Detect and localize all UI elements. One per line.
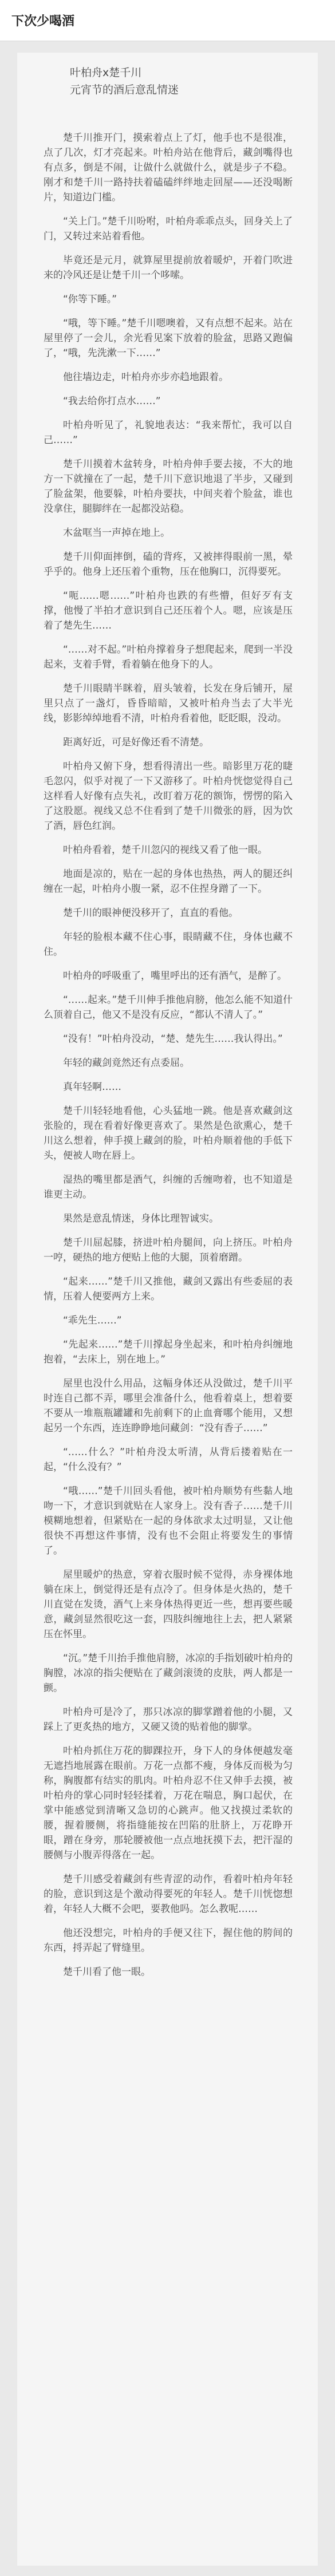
- article-meta: [44, 64, 293, 98]
- paragraph: “哦……”楚千川回头看他，被叶柏舟顺势有些黏人地吻一下，才意识到就贴在人家身上。没有香子……楚千川模糊地想着，但紧贴在一起的身体欲求太过明显，又让他很快不再想这件事情，没有也不会阻止将要发生的事情了。: [44, 1485, 293, 1556]
- paragraph: 叶柏舟又俯下身，想看得清出一些。暗影里万花的睫毛忽闪，似乎对视了一下又游移了。叶柏舟恍惚觉得自己这样看人好像有点失礼，改盯着万花的额饰，愣愣的陷入了这股愿。视线又总不住看到了楚千川微张的唇，因为饮了酒，唇色红润。: [44, 761, 293, 832]
- paragraph: 果然是意乱情迷，身体比理智诚实。: [63, 1213, 219, 1224]
- paragraph: “起来……”楚千川又推他，藏剑又露出有些委屈的表情，压着人便要两方上来。: [44, 1276, 293, 1302]
- paragraph: “哦，等下睡。”楚千川嗯噢着，又有点想不起来。站在屋里停了一会儿，余光看见案下放着的脸盆，思路又跑偏了，“哦，先洗漱一下……”: [44, 318, 293, 359]
- paragraph: 楚千川仰面摔倒，磕的背疼，又被摔得眼前一黑，晕乎乎的。他身上还压着个重物，压在他胸口，沉得要死。: [44, 551, 293, 578]
- paragraph: 年轻的藏剑竟然还有点委屈。: [63, 1057, 190, 1069]
- paragraph: 楚千川屈起膝，挤进叶柏舟腿间，向上挤压。叶柏舟一哼，硬热的地方便贴上他的大腿，顶着磨蹭。: [44, 1237, 293, 1263]
- paragraph: 叶柏舟可是冷了，那只冰凉的脚掌蹭着他的小腿，又踩上了更炙热的地方，又硬又烫的贴着他的脚掌。: [44, 1706, 293, 1733]
- pairing-line: 叶柏舟x楚千川: [70, 66, 142, 79]
- paragraph: 屋里也没什么用品，这幅身体还从没做过，楚千川平时连自己都不弄，哪里会准备什么，他看着桌上，想着要不要从一堆瓶瓶罐罐和先前剩下的止血膏哪个能用，又想起另一个东西，连连睁睁地问藏剑：“没有香子……”: [44, 1378, 293, 1434]
- top-bar: [0, 0, 335, 41]
- paragraph: “我去给你打点水……”: [63, 396, 161, 407]
- paragraph: 楚千川推开门，摸索着点上了灯，他手也不是很准，点了几次，灯才亮起来。叶柏舟站在他背后，藏剑嘴得也有点多，倒是不闹，让做什么就做什么，就是步子不稳。刚才和楚千川一路持扶着磕磕绊绊地走回屋——还没喝断片，知道边门槛。: [44, 132, 293, 203]
- paragraph: “没有！”叶柏舟没动，“楚、楚先生……我认得出。”: [63, 1033, 283, 1045]
- paragraph: 叶柏舟听见了，礼貌地表达：“我来帮忙，我可以自己……”: [44, 420, 293, 446]
- paragraph: “关上门。”楚千川吩咐，叶柏舟乖乖点头，回身关上了门，又转过来站着看他。: [44, 216, 293, 242]
- paragraph: 毕竟还是元月，就算屋里提前放着暖炉，开着门吹进来的冷风还是让楚千川一个哆嗦。: [44, 255, 293, 281]
- paragraph: 距离好近，可是好像还看不清楚。: [63, 737, 209, 748]
- paragraph: 叶柏舟抓住万花的脚踝拉开，身下人的身体便越发毫无遮挡地展露在眼前。万花一点都不瘦，身体反而极为匀称，胸腹都有结实的肌肉。叶柏舟忍不住又伸手去摸，被叶柏舟的掌心同时轻轻揉着，万花在喘息，胸口起伏，在掌中能感觉到清晰又急切的心跳声。他又找摸过柔软的腰，握着腰侧，将指缝能按在凹陷的肚脐上，万花睁开眼，蹭在身旁，那轮腰被他一点点地抚摸下去，把汗湿的腰侧与小腹弄得落在一起。: [44, 1745, 293, 1861]
- paragraph: 屋里暖炉的热意，穿着衣服时候不觉得，赤身裸体地躺在床上，倒觉得还是有点冷了。但身体是火热的，楚千川直觉在发烫，酒气上来身体热得更近一些，想再要些暖意，藏剑显然很吃这一套，四肢纠缠地往上去，把人紧紧压在怀里。: [44, 1569, 293, 1640]
- paragraph: 楚千川摸着木盆转身，叶柏舟伸手要去接，不大的地方一下就撞在了一起，楚千川下意识地退了半步，又碰到了脸盆架，他要躲，叶柏舟要扶，中间夹着个脸盆，谁也没拿住，腿脚绊在一起都没站稳。: [44, 459, 293, 515]
- paragraph: 他还没想完，叶柏舟的手便又往下，握住他的胯间的东西，捋弄起了臂缝里。: [44, 1927, 293, 1954]
- paragraph: “乖先生……”: [63, 1315, 122, 1326]
- paragraph: 楚千川的眼神便没移开了，直直的看他。: [63, 907, 238, 919]
- paragraph: 真年轻啊……: [63, 1081, 121, 1093]
- article-card: [17, 53, 318, 2566]
- paragraph: 湿热的嘴里都是酒气，纠缠的舌缠吻着，也不知道是谁更主动。: [44, 1174, 293, 1200]
- paragraph: “呃……嗯……”叶柏舟也跌的有些懵，但好歹有支撑，他慢了半拍才意识到自己还压着个人。嗯，应该是压着了楚先生……: [44, 590, 293, 631]
- paragraph: 楚千川感受着藏剑有些青涩的动作，看着叶柏舟年轻的脸，意识到这是个激动得要死的年轻人。楚千川恍惚想着，年轻人大概不会吧，要教他吗。怎么教呢……: [44, 1874, 293, 1915]
- paragraph: “沉。”楚千川抬手推他肩膀，冰凉的手指划破叶柏舟的胸膛，冰凉的指尖便贴在了藏剑滚烫的皮肤，两人都是一颤。: [44, 1653, 293, 1694]
- page-title: 下次少喝酒: [11, 14, 75, 29]
- summary-line: 元宵节的酒后意乱情迷: [70, 84, 179, 96]
- article-body: [44, 131, 293, 1980]
- paragraph: 楚千川轻轻地看他，心头猛地一跳。他是喜欢藏剑这张脸的，现在看着好像更喜欢了。果然是色欲熏心，楚千川这么想着，伸手摸上藏剑的脸，叶柏舟顺着他的手低下头，便被人吻在唇上。: [44, 1105, 293, 1161]
- paragraph: 楚千川看了他一眼。: [63, 1966, 151, 1978]
- paragraph: 年轻的脸根本藏不住心事，眼睛藏不住，身体也藏不住。: [44, 931, 293, 958]
- paragraph: “你等下睡。”: [63, 294, 117, 305]
- paragraph: “先起来……”楚千川撑起身坐起来，和叶柏舟纠缠地抱着，“去床上，别在地上。”: [44, 1339, 293, 1365]
- paragraph: 地面是凉的，贴在一起的身体也热热，两人的腿还纠缠在一起，叶柏舟小腹一紧，忍不住捏身蹭了一下。: [44, 868, 293, 895]
- paragraph: “……起来。”楚千川伸手推他肩膀，他怎么能不知道什么顶着自己，他又不是没有反应，“都认不清人了。”: [44, 994, 293, 1021]
- paragraph: 他往墙边走，叶柏舟亦步亦趋地跟着。: [63, 372, 228, 383]
- paragraph: 叶柏舟的呼吸重了，嘴里呼出的还有酒气，是醉了。: [63, 970, 287, 982]
- paragraph: 叶柏舟看着，楚千川忽闪的视线又看了他一眼。: [63, 844, 267, 856]
- paragraph: 楚千川眼睛半眯着，眉头皱着，长发在身后铺开，屋里只点了一盏灯，昏昏暗暗，又被叶柏舟当去了大半光线，影影绰绰地看不清，叶柏舟看着他，眨眨眼，没动。: [44, 683, 293, 724]
- paragraph: “……什么？”叶柏舟没太听清，从背后搂着贴在一起，“什么没有？”: [44, 1447, 293, 1473]
- paragraph: 木盆哐当一声掉在地上。: [63, 527, 170, 539]
- paragraph: “……对不起。”叶柏舟撑着身子想爬起来，爬到一半没起来，支着手臂，看着躺在他身下的人。: [44, 644, 293, 670]
